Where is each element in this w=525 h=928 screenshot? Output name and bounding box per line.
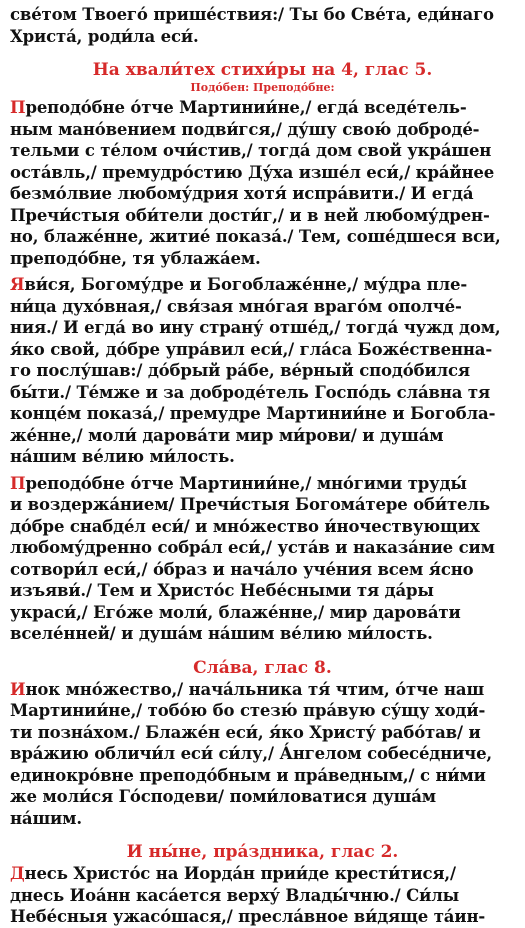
section-subheading-podoben: Подо́бен: Преподо́бне: bbox=[190, 81, 335, 94]
drop-cap: П bbox=[10, 98, 26, 117]
sticheron-3 bbox=[10, 473, 515, 645]
sticheron-2 bbox=[10, 274, 515, 468]
feast-text bbox=[10, 863, 515, 928]
sticheron-text: реподо́бне о́тче Мартинии́не,/ мно́гими труды́ и воздержа́нием/ Пречи́стыя Богома́тере оби́тель до́бре снабде́л еси́/ и мно́жество и́ночествующих любому́дренно собра́л еси́,/ уста́в и наказа́ние сим сотвори́л еси́,/ о́браз и нача́ло уче́ния всем я́сно изъяви́./ Тем и Христо́с Небе́сными тя да́ры украси́,/ Его́же моли́, блаже́нне,/ мир дарова́ти вселе́нней/ и душа́м на́шим ве́лию ми́лость. bbox=[10, 473, 495, 643]
drop-cap: И bbox=[10, 679, 26, 699]
section-heading-glory: Сла́ва, глас 8. bbox=[193, 657, 332, 678]
drop-cap: П bbox=[10, 473, 26, 493]
sticheron-text: реподо́бне о́тче Мартинии́не,/ егда́ вседе́тель- ным мано́вением подви́гся,/ ду́шу свою́ доброде́- тельми с те́лом очи́стив,/ тогда́ дом свой укра́шен оста́вль,/ премудро́стию Ду́ха изше́л еси́,/ кра́йнее безмо́лвие любому́дрия хотя́ испра́вити./ И егда́ Пречи́стыя оби́тели дости́г,/ и в ней любому́дрен- но, блаже́нне, житие́ показа́./ Тем, соше́дшеся вси, преподо́бне, тя ублажа́ем. bbox=[10, 98, 501, 268]
glory-text bbox=[10, 679, 515, 830]
section-heading-stichera: На хвали́тех стихи́ры на 4, глас 5. bbox=[92, 60, 433, 80]
opening-text: све́том Твоего́ прише́ствия:/ Ты бо Све́та, еди́наго Христа́, роди́ла еси́. bbox=[10, 5, 494, 46]
section-heading-now-and-ever: И ны́не, пра́здника, глас 2. bbox=[126, 842, 399, 862]
drop-cap: Д bbox=[10, 864, 25, 883]
glory-body: нок мно́жество,/ нача́льника тя́ чтим, о́тче наш Мартинии́не,/ тобо́ю бо стезю́ пра́вую су́щу ходи́- ти позна́хом./ Блаже́н еси́, я́ко Христу́ рабо́тав/ и вра́жию обличи́л еси́ си́лу,/ А́нгелом собесе́дниче, единокро́вне преподо́бным и пра́ведным,/ с ни́ми же моли́ся Го́сподеви/ поми́ловатися душа́м на́шим. bbox=[10, 679, 493, 828]
drop-cap: Я bbox=[10, 275, 25, 294]
sticheron-1 bbox=[10, 97, 515, 269]
feast-body: несь Христо́с на Иорда́н прии́де крести́тися,/ днесь Иоа́нн каса́ется верху́ Влады́чню./ Си́лы Небе́сныя ужасо́шася,/ пресла́вное ви́дяще та́ин- bbox=[10, 864, 486, 926]
sticheron-text: ви́ся, Богому́дре и Богоблаже́нне,/ му́дра пле- ни́ца духо́вная,/ свя́зая мно́гая враго́м ополче́- ния./ И егда́ во ину страну́ отше́д,/ тогда́ чужд дом, я́ко свой, до́бре упра́вил еси́,/ гла́са Боже́ственна- го послу́шав:/ до́брый ра́бе, ве́рный сподо́бился бы́ти./ Те́мже и за доброде́тель Госпо́дь сла́вна тя конце́м показа́,/ премудре Мартинии́не и Богобла- же́нне,/ моли́ дарова́ти мир ми́рови/ и душа́м на́шим ве́лию ми́лость. bbox=[10, 275, 501, 466]
